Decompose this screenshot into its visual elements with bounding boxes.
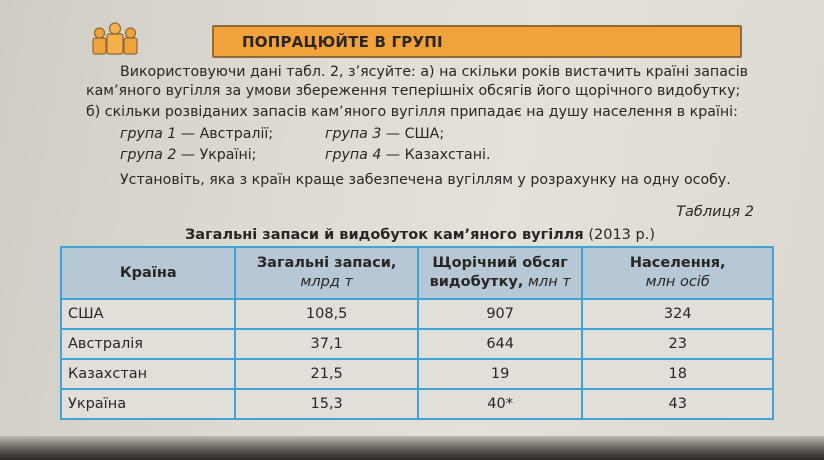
group-3-assignment: група 3 — США; xyxy=(325,126,445,142)
group-1-assignment: група 1 — Австралії; xyxy=(120,126,274,142)
cell-reserves: 37,1 xyxy=(235,329,417,359)
task-line-2: кам’яного вугілля за умови збереження теперішніх обсягів його щорічного видобутку; xyxy=(86,83,741,99)
header-population: Населення, млн осіб xyxy=(582,247,773,299)
page-edge xyxy=(0,436,824,460)
header-country: Країна xyxy=(61,247,235,299)
task-conclusion: Установіть, яка з країн краще забезпечена вугіллям у розрахунку на одну особу. xyxy=(120,172,731,188)
cell-production: 19 xyxy=(418,359,583,389)
table-row xyxy=(61,329,773,359)
cell-country: США xyxy=(61,299,235,329)
cell-population: 43 xyxy=(582,389,773,419)
cell-production: 644 xyxy=(418,329,583,359)
header-reserves: Загальні запаси, млрд т xyxy=(235,247,417,299)
cell-population: 324 xyxy=(582,299,773,329)
cell-country: Україна xyxy=(61,389,235,419)
table-number: Таблиця 2 xyxy=(676,204,754,220)
section-banner xyxy=(212,25,742,58)
group-2-assignment: група 2 — Україні; xyxy=(120,147,257,163)
cell-reserves: 21,5 xyxy=(235,359,417,389)
table-title: Загальні запаси й видобуток кам’яного вугілля (2013 р.) xyxy=(185,227,655,243)
cell-country: Казахстан xyxy=(61,359,235,389)
cell-production: 40* xyxy=(418,389,583,419)
coal-table xyxy=(60,246,774,420)
table-row xyxy=(61,299,773,329)
section-title: ПОПРАЦЮЙТЕ В ГРУПІ xyxy=(242,33,443,51)
header-production: Щорічний обсяг видобутку, млн т xyxy=(418,247,583,299)
cell-population: 23 xyxy=(582,329,773,359)
cell-reserves: 108,5 xyxy=(235,299,417,329)
group-people-icon xyxy=(92,22,138,56)
cell-reserves: 15,3 xyxy=(235,389,417,419)
cell-country: Австралія xyxy=(61,329,235,359)
table-row xyxy=(61,389,773,419)
group-4-assignment: група 4 — Казахстані. xyxy=(325,147,491,163)
task-line-1: Використовуючи дані табл. 2, з’ясуйте: а) на скільки років вистачить країні запасів xyxy=(120,64,749,80)
table-row xyxy=(61,359,773,389)
cell-population: 18 xyxy=(582,359,773,389)
table-header-row xyxy=(61,247,773,299)
cell-production: 907 xyxy=(418,299,583,329)
task-line-3: б) скільки розвіданих запасів кам’яного вугілля припадає на душу населення в країні: xyxy=(86,104,738,120)
